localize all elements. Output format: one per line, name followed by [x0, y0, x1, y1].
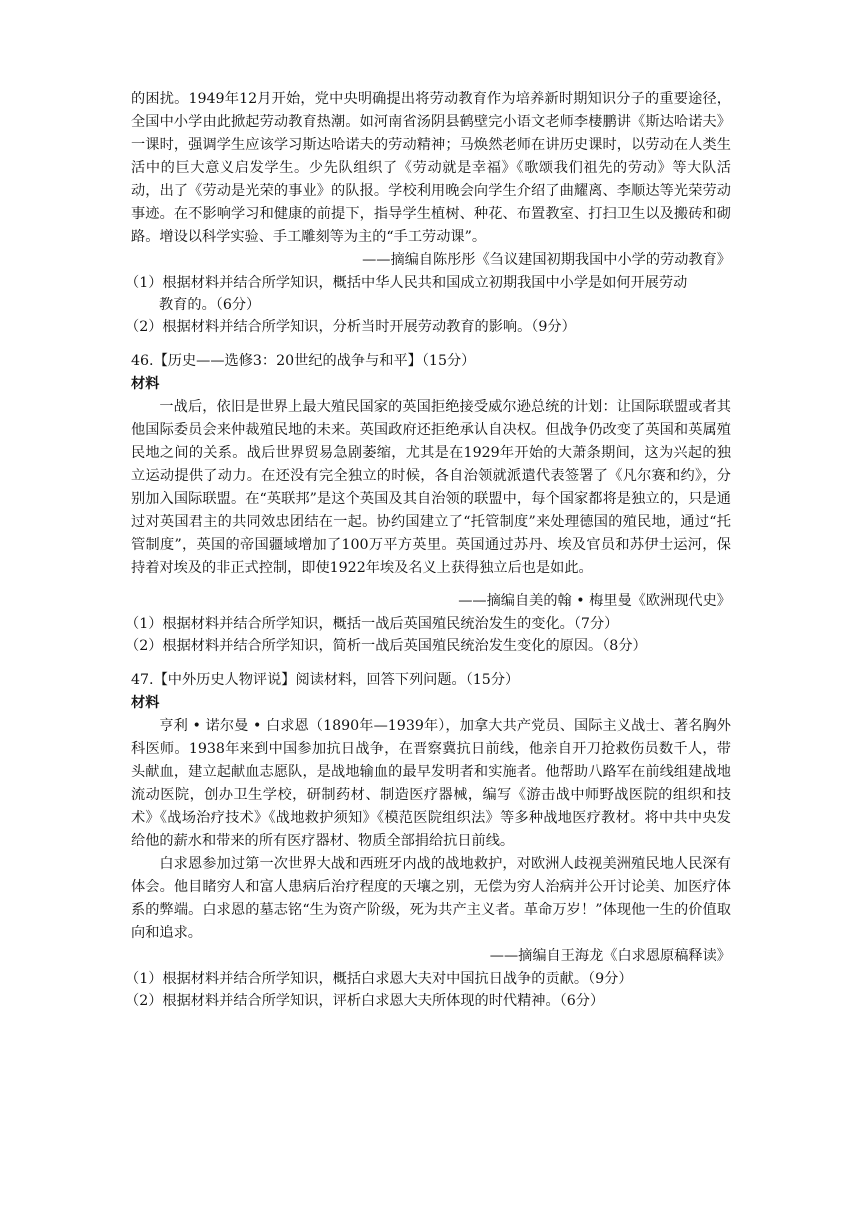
q47-question-1: （1）根据材料并结合所学知识，概括白求恩大夫对中国抗日战争的贡献。（9分）	[125, 971, 633, 987]
q46-question-2: （2）根据材料并结合所学知识，简析一战后英国殖民统治发生变化的原因。（8分）	[125, 638, 647, 654]
q47-material-paragraph-2: 白求恩参加过第一次世界大战和西班牙内战的战地救护，对欧洲人歧视美洲殖民地人民深有体会。他目睹穷人和富人患病后治疗程度的天壤之别，无偿为穷人治病并公开讨论美、加医疗体系的弊端。白求恩的墓志铭“生为资产阶级，死为共产主义者。革命万岁！”体现他一生的价值取向和追求。	[131, 856, 731, 941]
q45-material-text: 的困扰。1949年12月开始，党中央明确提出将劳动教育作为培养新时期知识分子的重要途径，全国中小学由此掀起劳动教育热潮。如河南省汤阴县鹤壁完小语文老师李棲鹏讲《斯达哈诺夫》一课时，强调学生应该学习斯达哈诺夫的劳动精神；马焕然老师在讲历史课时，以劳动在人类生活中的巨大意义启发学生。少先队组织了《劳动就是幸福》《歌颂我们祖先的劳动》等大队活动，出了《劳动是光荣的事业》的队报。学校利用晚会向学生介绍了曲耀离、李顺达等光荣劳动事迹。在不影响学习和健康的前提下，指导学生植树、种花、布置教室、打扫卫生以及搬砖和砌路。增设以科学实验、手工雕刻等为主的“手工劳动课”。	[131, 91, 731, 245]
q47-question-2: （2）根据材料并结合所学知识，评析白求恩大夫所体现的时代精神。（6分）	[125, 993, 605, 1009]
q47-source: ——摘编自王海龙《白求恩原稿释读》	[489, 948, 731, 964]
q46-question-1: （1）根据材料并结合所学知识，概括一战后英国殖民统治发生的变化。（7分）	[125, 616, 619, 632]
q45-source: ——摘编自陈彤彤《刍议建国初期我国中小学的劳动教育》	[362, 252, 731, 268]
q45-question-1-line2: 教育的。（6分）	[159, 297, 261, 313]
q47-heading: 47.【中外历史人物评说】阅读材料，回答下列问题。（15分）	[131, 672, 520, 688]
q47-material-label: 材料	[131, 695, 160, 711]
q47-material-paragraph-1: 亨利 • 诺尔曼 • 白求恩（1890年—1939年），加拿大共产党员、国际主义战士、著名胸外科医师。1938年来到中国参加抗日战争，在晋察冀抗日前线，他亲自开刀抢救伤员数千人，带头献血，建立起献血志愿队，是战地输血的最早发明者和实施者。他帮助八路军在前线组建战地流动医院，创办卫生学校，研制药材、制造医疗器械，编写《游击战中师野战医院的组织和技术》《战场治疗技术》《战地救护须知》《模范医院组织法》等多种战地医疗教材。将中共中央发给他的薪水和带来的所有医疗器材、物质全部捐给抗日前线。	[131, 718, 731, 849]
q46-material-text: 一战后，依旧是世界上最大殖民国家的英国拒绝接受威尔逊总统的计划：让国际联盟或者其他国际委员会来仲裁殖民地的未来。英国政府还拒绝承认自决权。但战争仍改变了英国和英属殖民地之间的关系。战后世界贸易急剧萎缩，尤其是在1929年开始的大萧条期间，这为兴起的独立运动提供了动力。在还没有完全独立的时候，各自治领就派遣代表签署了《凡尔赛和约》，分别加入国际联盟。在“英联邦”是这个英国及其自治领的联盟中，每个国家都将是独立的，只是通过对英国君主的共同效忠团结在一起。协约国建立了“托管制度”来处理德国的殖民地，通过“托管制度”，英国的帝国疆域增加了100万平方英里。英国通过苏丹、埃及官员和苏伊士运河，保持着对埃及的非正式控制，即使1922年埃及名义上获得独立后也是如此。	[131, 399, 731, 576]
exam-page	[125, 88, 731, 1012]
q46-heading: 46.【历史——选修3：20世纪的战争与和平】（15分）	[131, 353, 476, 369]
q45-question-2: （2）根据材料并结合所学知识，分析当时开展劳动教育的影响。（9分）	[125, 319, 576, 335]
q45-question-1-line1: （1）根据材料并结合所学知识，概括中华人民共和国成立初期我国中小学是如何开展劳动	[125, 275, 688, 291]
q45-question-1	[125, 272, 731, 316]
q46-material-label: 材料	[131, 376, 160, 392]
q46-source: ——摘编自美的翰 • 梅里曼《欧洲现代史》	[458, 593, 731, 609]
